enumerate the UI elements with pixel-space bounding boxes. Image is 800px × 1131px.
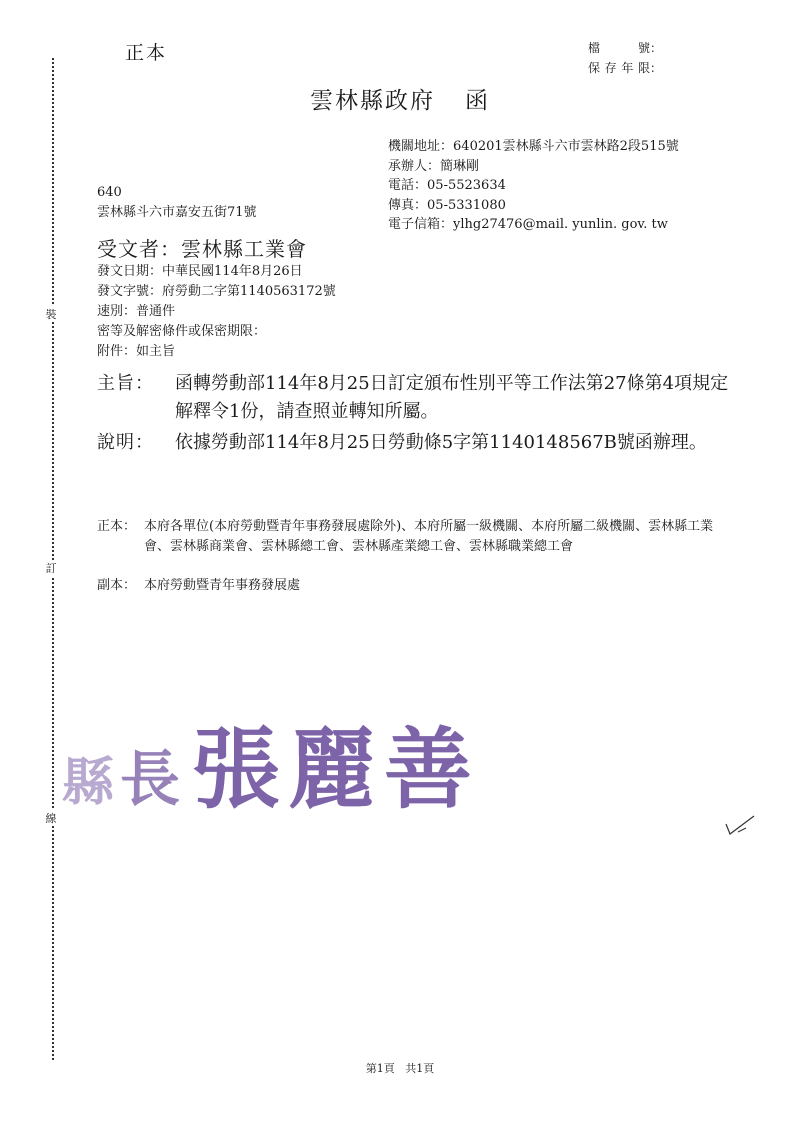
issue-date-row: 發文日期：中華民國114年8月26日 bbox=[97, 264, 303, 279]
explanation-section bbox=[97, 429, 737, 457]
recipient-label: 受文者 bbox=[97, 237, 160, 261]
copy-recipients-text: 本府勞動暨青年事務發展處 bbox=[144, 578, 301, 593]
page-total: 共1頁 bbox=[405, 1062, 435, 1075]
explanation-label: 說明： bbox=[97, 432, 154, 453]
page-number: 第1頁 bbox=[365, 1062, 395, 1075]
recipient-line: 受文者：雲林縣工業會 bbox=[97, 237, 307, 261]
fax-row: 傳真：05-5331080 bbox=[388, 197, 506, 213]
attachment: 如主旨 bbox=[136, 344, 176, 359]
handwritten-checkmark bbox=[720, 810, 760, 840]
copy-type-label: 正本 bbox=[125, 42, 168, 64]
subject-section bbox=[97, 370, 737, 426]
phone-row: 電話：05-5523634 bbox=[388, 178, 506, 193]
subject-label: 主旨： bbox=[97, 373, 154, 394]
attachment-row: 附件：如主旨 bbox=[97, 344, 176, 359]
email-address: ylhg27476@mail. yunlin. gov. tw bbox=[453, 217, 668, 232]
subject-text: 函轉勞動部114年8月25日訂定頒布性別平等工作法第27條第4項規定解釋令1份，請查照並轉知所屬。 bbox=[175, 373, 729, 422]
document-number: 府勞動二字第1140563172號 bbox=[162, 284, 336, 299]
binding-mark-top: 裝 bbox=[45, 308, 57, 321]
urgency: 普通件 bbox=[136, 304, 176, 319]
recipient-name: 雲林縣工業會 bbox=[181, 237, 307, 261]
binding-line bbox=[52, 58, 54, 1060]
issue-date: 中華民國114年8月26日 bbox=[162, 264, 303, 279]
urgency-row: 速別：普通件 bbox=[97, 304, 176, 319]
handler-row: 承辦人：簡琳剛 bbox=[388, 158, 480, 174]
seal-char: 張 bbox=[192, 717, 281, 821]
official-seal-stamp bbox=[62, 712, 482, 822]
copy-recipients bbox=[97, 576, 722, 596]
document-title bbox=[0, 82, 800, 115]
seal-text bbox=[62, 717, 472, 821]
archive-number-label: 檔號 bbox=[588, 41, 650, 55]
page-footer bbox=[0, 1060, 800, 1076]
archive-number-row: 檔號 ： bbox=[588, 38, 662, 58]
document-meta bbox=[97, 262, 336, 362]
classification-row: 密等及解密條件或保密期限： bbox=[97, 324, 267, 339]
handler-name: 簡琳剛 bbox=[440, 158, 480, 174]
original-recipients-text: 本府各單位(本府勞動暨青年事務發展處除外)、本府所屬一級機關、本府所屬二級機關、雲林縣工業會、雲林縣商業會、雲林縣總工會、雲林縣產業總工會、雲林縣職業總工會 bbox=[144, 519, 714, 554]
explanation-text: 依據勞動部114年8月25日勞動條5字第1140148567B號函辦理。 bbox=[175, 432, 707, 453]
binding-mark-bottom: 線 bbox=[45, 812, 57, 825]
original-recipients bbox=[97, 517, 722, 556]
issuing-organization: 雲林縣政府 bbox=[310, 88, 435, 114]
phone-number: 05-5523634 bbox=[427, 178, 506, 193]
email-row: 電子信箱：ylhg27476@mail. yunlin. gov. tw bbox=[388, 217, 668, 232]
seal-char: 善 bbox=[384, 717, 473, 821]
postal-code: 640 bbox=[97, 185, 122, 200]
seal-char: 麗 bbox=[288, 717, 377, 821]
recipient-postal-block bbox=[97, 183, 257, 223]
seal-char: 長 bbox=[120, 745, 181, 815]
original-label: 正本： bbox=[97, 519, 137, 534]
document-type: 函 bbox=[465, 88, 490, 114]
fax-number: 05-5331080 bbox=[427, 197, 506, 213]
agency-address-row: 機關地址：640201雲林縣斗六市雲林路2段515號 bbox=[388, 139, 679, 154]
contact-block bbox=[388, 137, 679, 235]
archive-info bbox=[588, 38, 662, 78]
copy-label: 副本： bbox=[97, 578, 137, 593]
binding-mark-middle: 訂 bbox=[45, 562, 57, 575]
retention-period-row: 保存年限 ： bbox=[588, 58, 662, 78]
document-number-row: 發文字號：府勞動二字第1140563172號 bbox=[97, 284, 336, 299]
seal-char: 縣 bbox=[62, 752, 115, 813]
postal-address: 雲林縣斗六市嘉安五街71號 bbox=[97, 205, 257, 220]
agency-address: 640201雲林縣斗六市雲林路2段515號 bbox=[453, 139, 679, 154]
retention-period-label: 保存年限 bbox=[588, 61, 650, 75]
